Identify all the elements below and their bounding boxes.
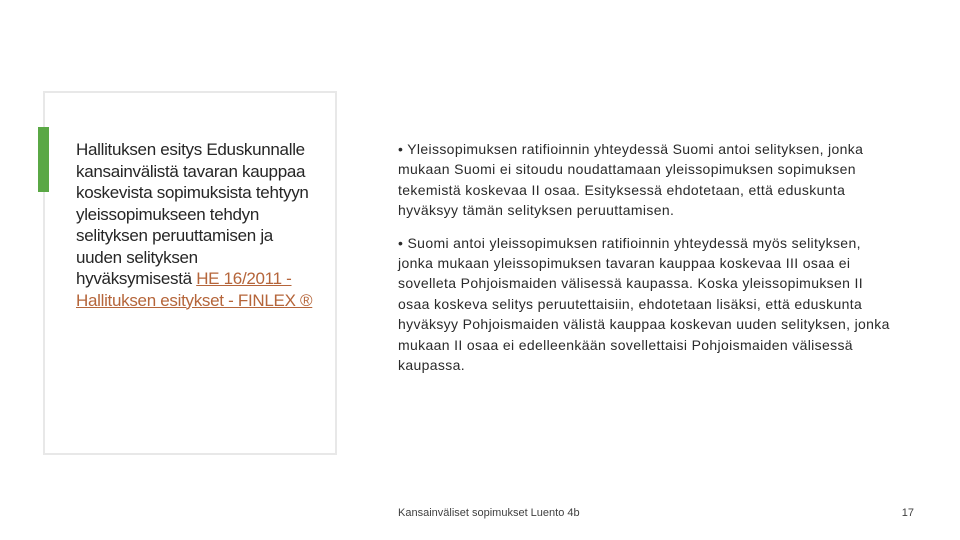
accent-bar xyxy=(38,127,49,192)
page-number: 17 xyxy=(901,507,914,519)
slide-title xyxy=(76,139,316,311)
bullet-item: • Yleissopimuksen ratifioinnin yhteydessä Suomi antoi selityksen, jonka mukaan Suomi ei sitoudu noudattamaan yleissopimuksen sopimuksen tekemistä koskevaa II osaa. Esityksessä ehdotetaan, että eduskunta hyväksyy tämän selityksen peruuttamisen. xyxy=(398,141,864,219)
bullet-list xyxy=(398,139,898,387)
finlex-link[interactable]: HE 16/2011 - Hallituksen esitykset - FINLEX ® xyxy=(76,269,313,310)
bullet-item: • Suomi antoi yleissopimuksen ratifioinnin yhteydessä myös selityksen, jonka mukaan yleissopimuksen tavaran kauppaa koskevaa III osaa ei sovelleta Pohjoismaiden välisessä kaupassa. Koska yleissopimuksen II osaa koskeva selitys peruutettaisiin, ehdotetaan lisäksi, että eduskunta hyväksyy Pohjoismaiden välistä kauppaa koskevan uuden selityksen, jonka mukaan II osaa ei edelleenkään sovellettaisi Pohjoismaiden välisessä kaupassa. xyxy=(398,234,890,374)
slide-footer: Kansainväliset sopimukset Luento 4b xyxy=(398,507,580,519)
slide-title-text: Hallituksen esitys Eduskunnalle kansainvälistä tavaran kauppaa koskevista sopimuksista tehtyyn yleissopimukseen tehdyn selityksen peruuttamisen ja uuden selityksen hyväksymisestä xyxy=(76,140,309,288)
